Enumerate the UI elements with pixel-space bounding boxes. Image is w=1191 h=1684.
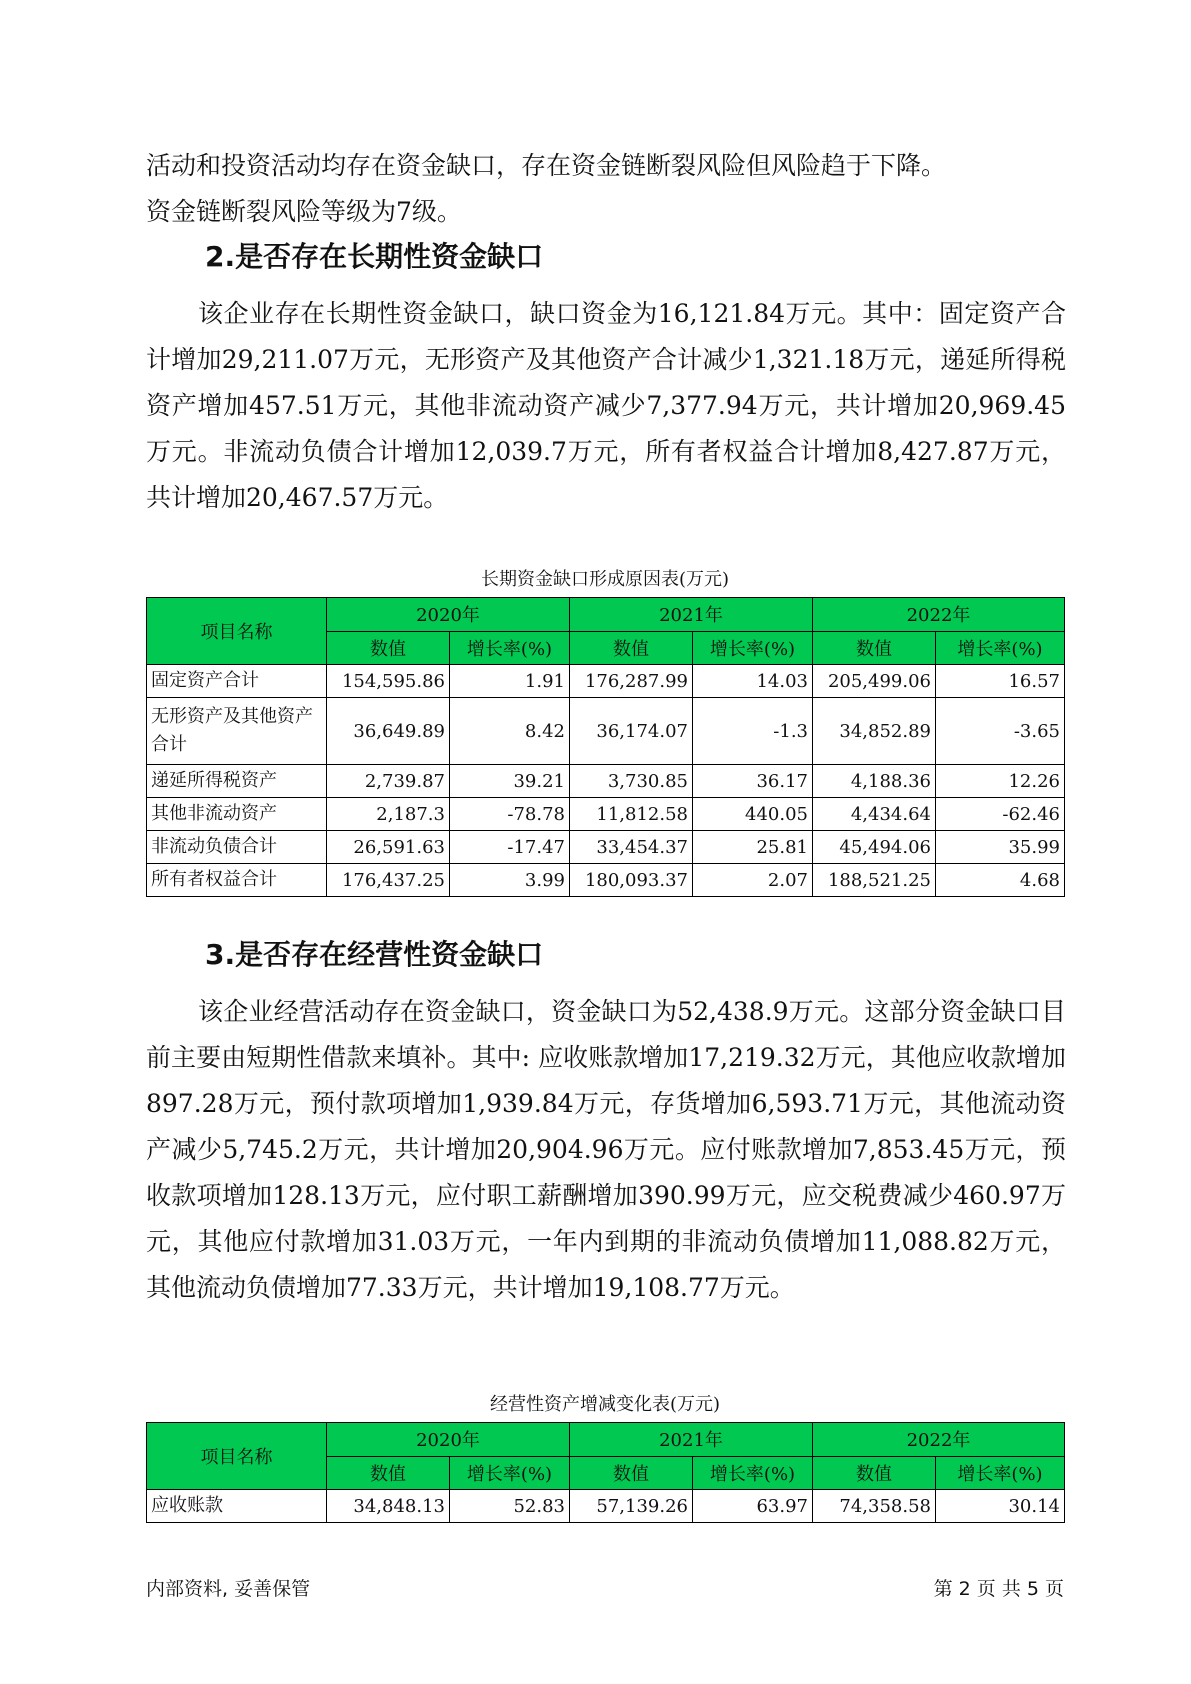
cell-value: 36,174.07 [570,698,693,765]
cell-value: 176,437.25 [327,864,450,897]
row-label: 无形资产及其他资产合计 [147,698,327,765]
footer-confidential-note: 内部资料, 妥善保管 [146,1578,311,1600]
subheader-value: 数值 [327,631,450,665]
table-row [147,1490,1065,1523]
cell-growth: 16.57 [936,665,1065,698]
table-row [147,698,1065,765]
row-label: 递延所得税资产 [147,765,327,798]
cell-growth: 36.17 [693,765,813,798]
cell-value: 34,848.13 [327,1490,450,1523]
subheader-growth-rate: 增长率(%) [936,631,1065,665]
column-header-year-2022: 2022年 [813,598,1065,632]
table-1-caption: 长期资金缺口形成原因表(万元) [480,569,730,590]
column-header-item-name: 项目名称 [147,598,327,665]
subheader-value: 数值 [813,1456,936,1490]
subheader-growth-rate: 增长率(%) [693,1456,813,1490]
cell-value: 26,591.63 [327,831,450,864]
cell-value: 180,093.37 [570,864,693,897]
subheader-growth-rate: 增长率(%) [693,631,813,665]
cell-growth: 63.97 [693,1490,813,1523]
section-3-body: 该企业经营活动存在资金缺口，资金缺口为52,438.9万元。这部分资金缺口目前主要由短期性借款来填补。其中: 应收账款增加17,219.32万元，其他应收款增加897.28万元，预付款项增加1,939.84万元，存货增加6,593.71万元，其他流动资产减少5,745.2万元，共计增加20,904.96万元。应付账款增加7,853.45万元，预收款项增加128.13万元，应付职工薪酬增加390.99万元，应交税费减少460.97万元，其他应付款增加31.03万元，一年内到期的非流动负债增加11,088.82万元，其他流动负债增加77.33万元，共计增加19,108.77万元。 [146,997,1066,1302]
cell-growth: -62.46 [936,798,1065,831]
subheader-value: 数值 [570,1456,693,1490]
column-header-year-2020: 2020年 [327,1423,570,1457]
cell-value: 3,730.85 [570,765,693,798]
row-label: 非流动负债合计 [147,831,327,864]
paragraph-line-2: 资金链断裂风险等级为7级。 [146,197,462,226]
footer-page-number: 第 2 页 共 5 页 [933,1578,1064,1600]
column-header-year-2021: 2021年 [570,598,813,632]
cell-value: 2,187.3 [327,798,450,831]
subheader-growth-rate: 增长率(%) [450,631,570,665]
paragraph-continuation [146,143,1066,235]
table-row [147,798,1065,831]
column-header-year-2021: 2021年 [570,1423,813,1457]
cell-value: 11,812.58 [570,798,693,831]
section-2-body: 该企业存在长期性资金缺口，缺口资金为16,121.84万元。其中：固定资产合计增加29,211.07万元，无形资产及其他资产合计减少1,321.18万元，递延所得税资产增加457.51万元，其他非流动资产减少7,377.94万元，共计增加20,969.45万元。非流动负债合计增加12,039.7万元，所有者权益合计增加8,427.87万元，共计增加20,467.57万元。 [146,299,1066,512]
subheader-value: 数值 [813,631,936,665]
operating-assets-table [146,1422,1065,1523]
cell-growth: -78.78 [450,798,570,831]
paragraph-line-1: 活动和投资活动均存在资金缺口，存在资金链断裂风险但风险趋于下降。 [146,151,947,180]
cell-value: 45,494.06 [813,831,936,864]
subheader-growth-rate: 增长率(%) [450,1456,570,1490]
column-header-item-name: 项目名称 [147,1423,327,1490]
cell-growth: 8.42 [450,698,570,765]
cell-growth: 1.91 [450,665,570,698]
row-label: 其他非流动资产 [147,798,327,831]
cell-growth: 2.07 [693,864,813,897]
cell-value: 34,852.89 [813,698,936,765]
row-label: 所有者权益合计 [147,864,327,897]
section-3-heading: 3.是否存在经营性资金缺口 [205,938,544,971]
cell-growth: 35.99 [936,831,1065,864]
cell-value: 57,139.26 [570,1490,693,1523]
table-row [147,665,1065,698]
table-row [147,831,1065,864]
cell-value: 154,595.86 [327,665,450,698]
long-term-gap-table [146,597,1065,897]
table-2-caption: 经营性资产增减变化表(万元) [489,1394,721,1415]
cell-value: 188,521.25 [813,864,936,897]
subheader-growth-rate: 增长率(%) [936,1456,1065,1490]
cell-growth: 39.21 [450,765,570,798]
cell-growth: 440.05 [693,798,813,831]
cell-growth: 30.14 [936,1490,1065,1523]
column-header-year-2020: 2020年 [327,598,570,632]
subheader-value: 数值 [570,631,693,665]
row-label: 应收账款 [147,1490,327,1523]
column-header-year-2022: 2022年 [813,1423,1065,1457]
cell-value: 176,287.99 [570,665,693,698]
cell-value: 4,188.36 [813,765,936,798]
subheader-value: 数值 [327,1456,450,1490]
cell-growth: -3.65 [936,698,1065,765]
cell-growth: 25.81 [693,831,813,864]
cell-growth: 14.03 [693,665,813,698]
section-2-heading: 2.是否存在长期性资金缺口 [205,240,544,273]
cell-value: 4,434.64 [813,798,936,831]
cell-growth: -17.47 [450,831,570,864]
cell-value: 205,499.06 [813,665,936,698]
cell-growth: 52.83 [450,1490,570,1523]
cell-growth: 12.26 [936,765,1065,798]
cell-value: 74,358.58 [813,1490,936,1523]
table-row [147,765,1065,798]
cell-growth: 4.68 [936,864,1065,897]
cell-value: 2,739.87 [327,765,450,798]
cell-growth: -1.3 [693,698,813,765]
row-label: 固定资产合计 [147,665,327,698]
cell-growth: 3.99 [450,864,570,897]
cell-value: 33,454.37 [570,831,693,864]
table-row [147,864,1065,897]
cell-value: 36,649.89 [327,698,450,765]
